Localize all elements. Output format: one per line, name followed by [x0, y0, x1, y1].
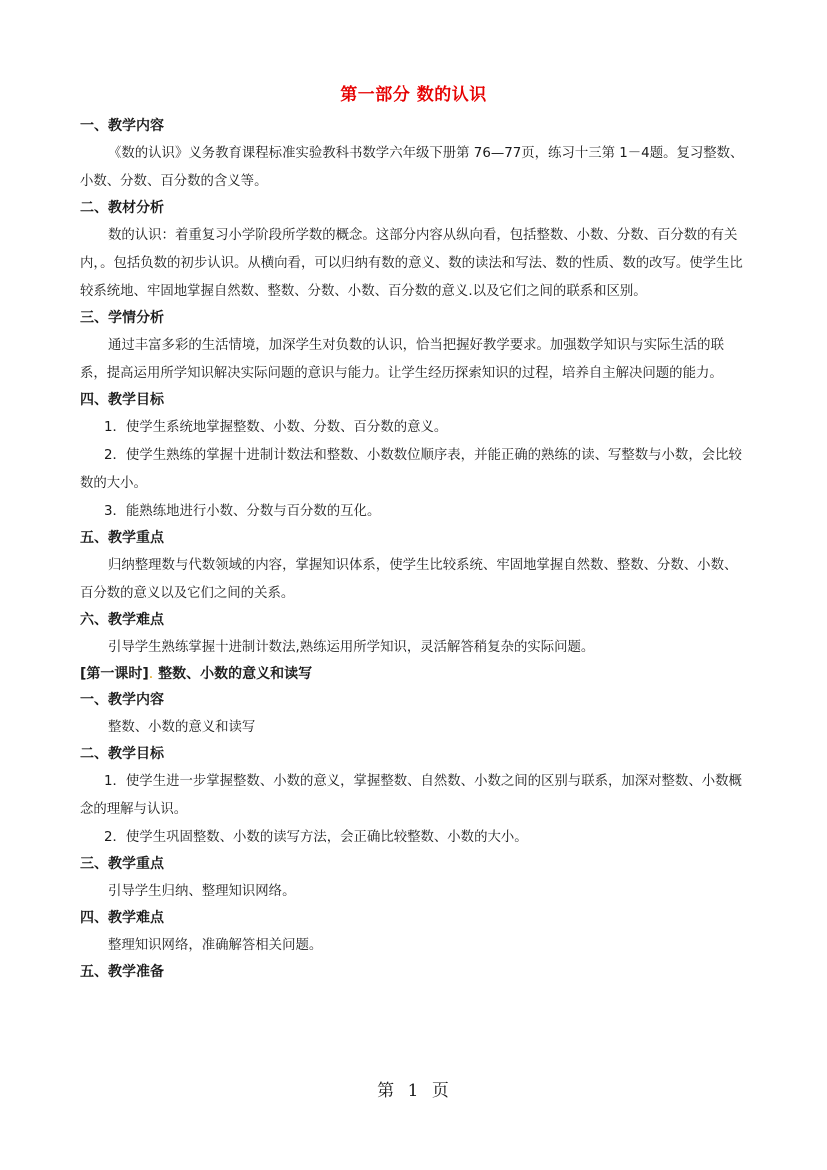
section-heading: 五、教学重点 [80, 530, 164, 546]
section-heading: 二、教材分析 [80, 200, 164, 216]
document-title: 第一部分 数的认识 [340, 85, 487, 105]
section-paragraph: 整数、小数的意义和读写 [108, 720, 256, 735]
list-item: 3．能熟练地进行小数、分数与百分数的互化。 [104, 504, 381, 519]
section-heading: 五、教学准备 [80, 964, 164, 980]
section-heading: 一、教学内容 [80, 118, 164, 134]
document-body [80, 116, 750, 986]
section-heading: 四、教学难点 [80, 910, 164, 926]
section-heading: 四、教学目标 [80, 392, 164, 408]
list-item: 2．使学生熟练的掌握十进制计数法和整数、小数数位顺序表，并能正确的熟练的读、写整数与小数，会比较数的大小。 [80, 448, 742, 491]
page-footer [0, 1076, 827, 1101]
footer-suffix: 页 [431, 1081, 450, 1101]
section-heading: 六、教学难点 [80, 612, 164, 628]
section-paragraph: 归纳整理数与代数领域的内容，掌握知识体系，使学生比较系统、牢固地掌握自然数、整数、分数、小数、百分数的意义以及它们之间的关系。 [80, 558, 738, 601]
section-paragraph: 通过丰富多彩的生活情境，加深学生对负数的认识，恰当把握好教学要求。加强数学知识与实际生活的联系，提高运用所学知识解决实际问题的意识与能力。让学生经历探索知识的过程，培养自主解决问题的能力。 [80, 338, 724, 381]
lesson-title: 整数、小数的意义和读写 [158, 666, 313, 682]
lesson-heading [80, 664, 750, 688]
footer-prefix: 第 [377, 1081, 396, 1101]
list-item: 2．使学生巩固整数、小数的读写方法，会正确比较整数、小数的大小。 [104, 830, 528, 845]
lesson-tag: [第一课时] [80, 666, 149, 682]
section-heading: 三、教学重点 [80, 856, 164, 872]
section-paragraph: 整理知识网络，准确解答相关问题。 [108, 938, 323, 953]
section-heading: 二、教学目标 [80, 746, 164, 762]
section-heading: 一、教学内容 [80, 692, 164, 708]
section-paragraph: 数的认识：着重复习小学阶段所学数的概念。这部分内容从纵向看，包括整数、小数、分数、百分数的有关内，。包括负数的初步认识。从横向看，可以归纳有数的意义、数的读法和写法、数的性质、数的改写。使学生比较系统地、牢固地掌握自然数、整数、分数、小数、百分数的意义.以及它们之间的联系和区别。 [80, 228, 743, 299]
section-paragraph: 引导学生归纳、整理知识网络。 [108, 884, 296, 899]
lesson-dot: . [148, 666, 154, 682]
section-paragraph: 《数的认识》义务教育课程标准实验教科书数学六年级下册第 76—77页，练习十三第 1－4题。复习整数、小数、分数、百分数的含义等。 [80, 146, 744, 189]
section-paragraph: 引导学生熟练掌握十进制计数法,熟练运用所学知识，灵活解答稍复杂的实际问题。 [108, 640, 595, 655]
page-number: 1 [407, 1081, 420, 1101]
section-heading: 三、学情分析 [80, 310, 164, 326]
list-item: 1．使学生系统地掌握整数、小数、分数、百分数的意义。 [104, 420, 448, 435]
list-item: 1．使学生进一步掌握整数、小数的意义，掌握整数、自然数、小数之间的区别与联系，加深对整数、小数概念的理解与认识。 [80, 774, 742, 817]
